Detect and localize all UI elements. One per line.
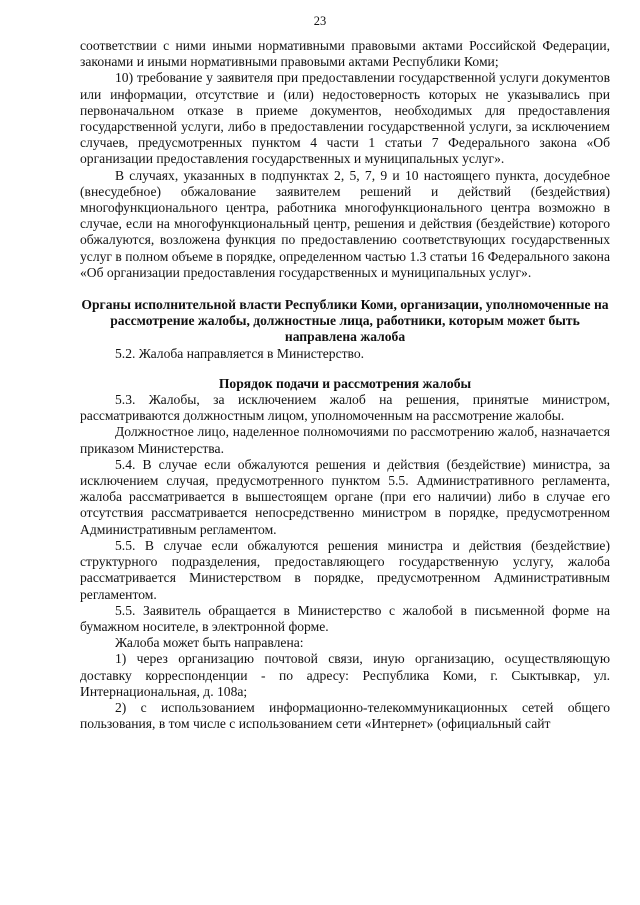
paragraph-mfc-appeal: В случаях, указанных в подпунктах 2, 5, 7, 9 и 10 настоящего пункта, досудебное (внесудебное) обжалование заявителем решений и действий (бездействия) многофункционального центра, работника многофункционального центра возможно в случае, если на многофункциональный центр, решения и действия (бездействие) которого обжалуются, возложена функция по предоставлению соответствующих государственных услуг в полном объеме в порядке, определенном частью 1.3 статьи 16 Федерального закона «Об организации предоставления государственных и муниципальных услуг».: [80, 167, 610, 280]
paragraph-5-5-ministry: 5.5. В случае если обжалуются решения министра и действия (бездействие) структурного подразделения, предоставляющего государственную услугу, жалоба рассматривается Министерством в порядке, предусмотренном Административным регламентом.: [80, 537, 610, 602]
document-body: [80, 38, 610, 732]
paragraph-continuation: соответствии с ними иными нормативными правовыми актами Российской Федерации, законами и иными нормативными правовыми актами Республики Коми;: [80, 38, 610, 70]
paragraph-submission-intro: Жалоба может быть направлена:: [115, 635, 304, 651]
paragraph-item-10: 10) требование у заявителя при предоставлении государственной услуги документов или информации, отсутствие и (или) недостоверность которых не указывались при первоначальном отказе в приеме документов, необходимых для предоставления государственной услуги, либо в предоставлении государственной услуги, за исключением случаев, предусмотренных пунктом 4 части 1 статьи 7 Федерального закона «Об организации предоставления государственных и муниципальных услуг».: [80, 70, 610, 167]
spacer: [80, 281, 610, 297]
page-number: 23: [313, 14, 327, 28]
paragraph-5-3: 5.3. Жалобы, за исключением жалоб на решения, принятые министром, рассматриваются должностным лицом, уполномоченным на рассмотрение жалобы.: [80, 392, 610, 424]
paragraph-5-4: 5.4. В случае если обжалуются решения и действия (бездействие) министра, за исключением случая, предусмотренного пунктом 5.5. Административного регламента, жалоба рассматривается в вышестоящем органе (при его наличии) либо в случае его отсутствия рассматривается непосредственно министром в порядке, предусмотренном Административным регламентом.: [80, 456, 610, 537]
section-heading-authorities: Органы исполнительной власти Республики Коми, организации, уполномоченные на рассмотрение жалобы, должностные лица, работники, которым может быть направлена жалоба: [81, 297, 609, 345]
spacer: [80, 362, 610, 376]
paragraph-internet-route: 2) с использованием информационно-телекоммуникационных сетей общего пользования, в том числе с использованием сети «Интернет» (официальный сайт: [80, 699, 610, 732]
paragraph-official: Должностное лицо, наделенное полномочиями по рассмотрению жалоб, назначается приказом Министерства.: [80, 424, 610, 456]
paragraph-postal-route: 1) через организацию почтовой связи, иную организацию, осуществляющую доставку корреспонденции - по адресу: Республика Коми, г. Сыктывкар, ул. Интернациональная, д. 108а;: [80, 651, 610, 699]
section-heading-procedure: Порядок подачи и рассмотрения жалобы: [218, 375, 472, 391]
paragraph-5-5-applicant: 5.5. Заявитель обращается в Министерство с жалобой в письменной форме на бумажном носителе, в электронной форме.: [80, 602, 610, 634]
paragraph-5-2: 5.2. Жалоба направляется в Министерство.: [115, 345, 365, 361]
